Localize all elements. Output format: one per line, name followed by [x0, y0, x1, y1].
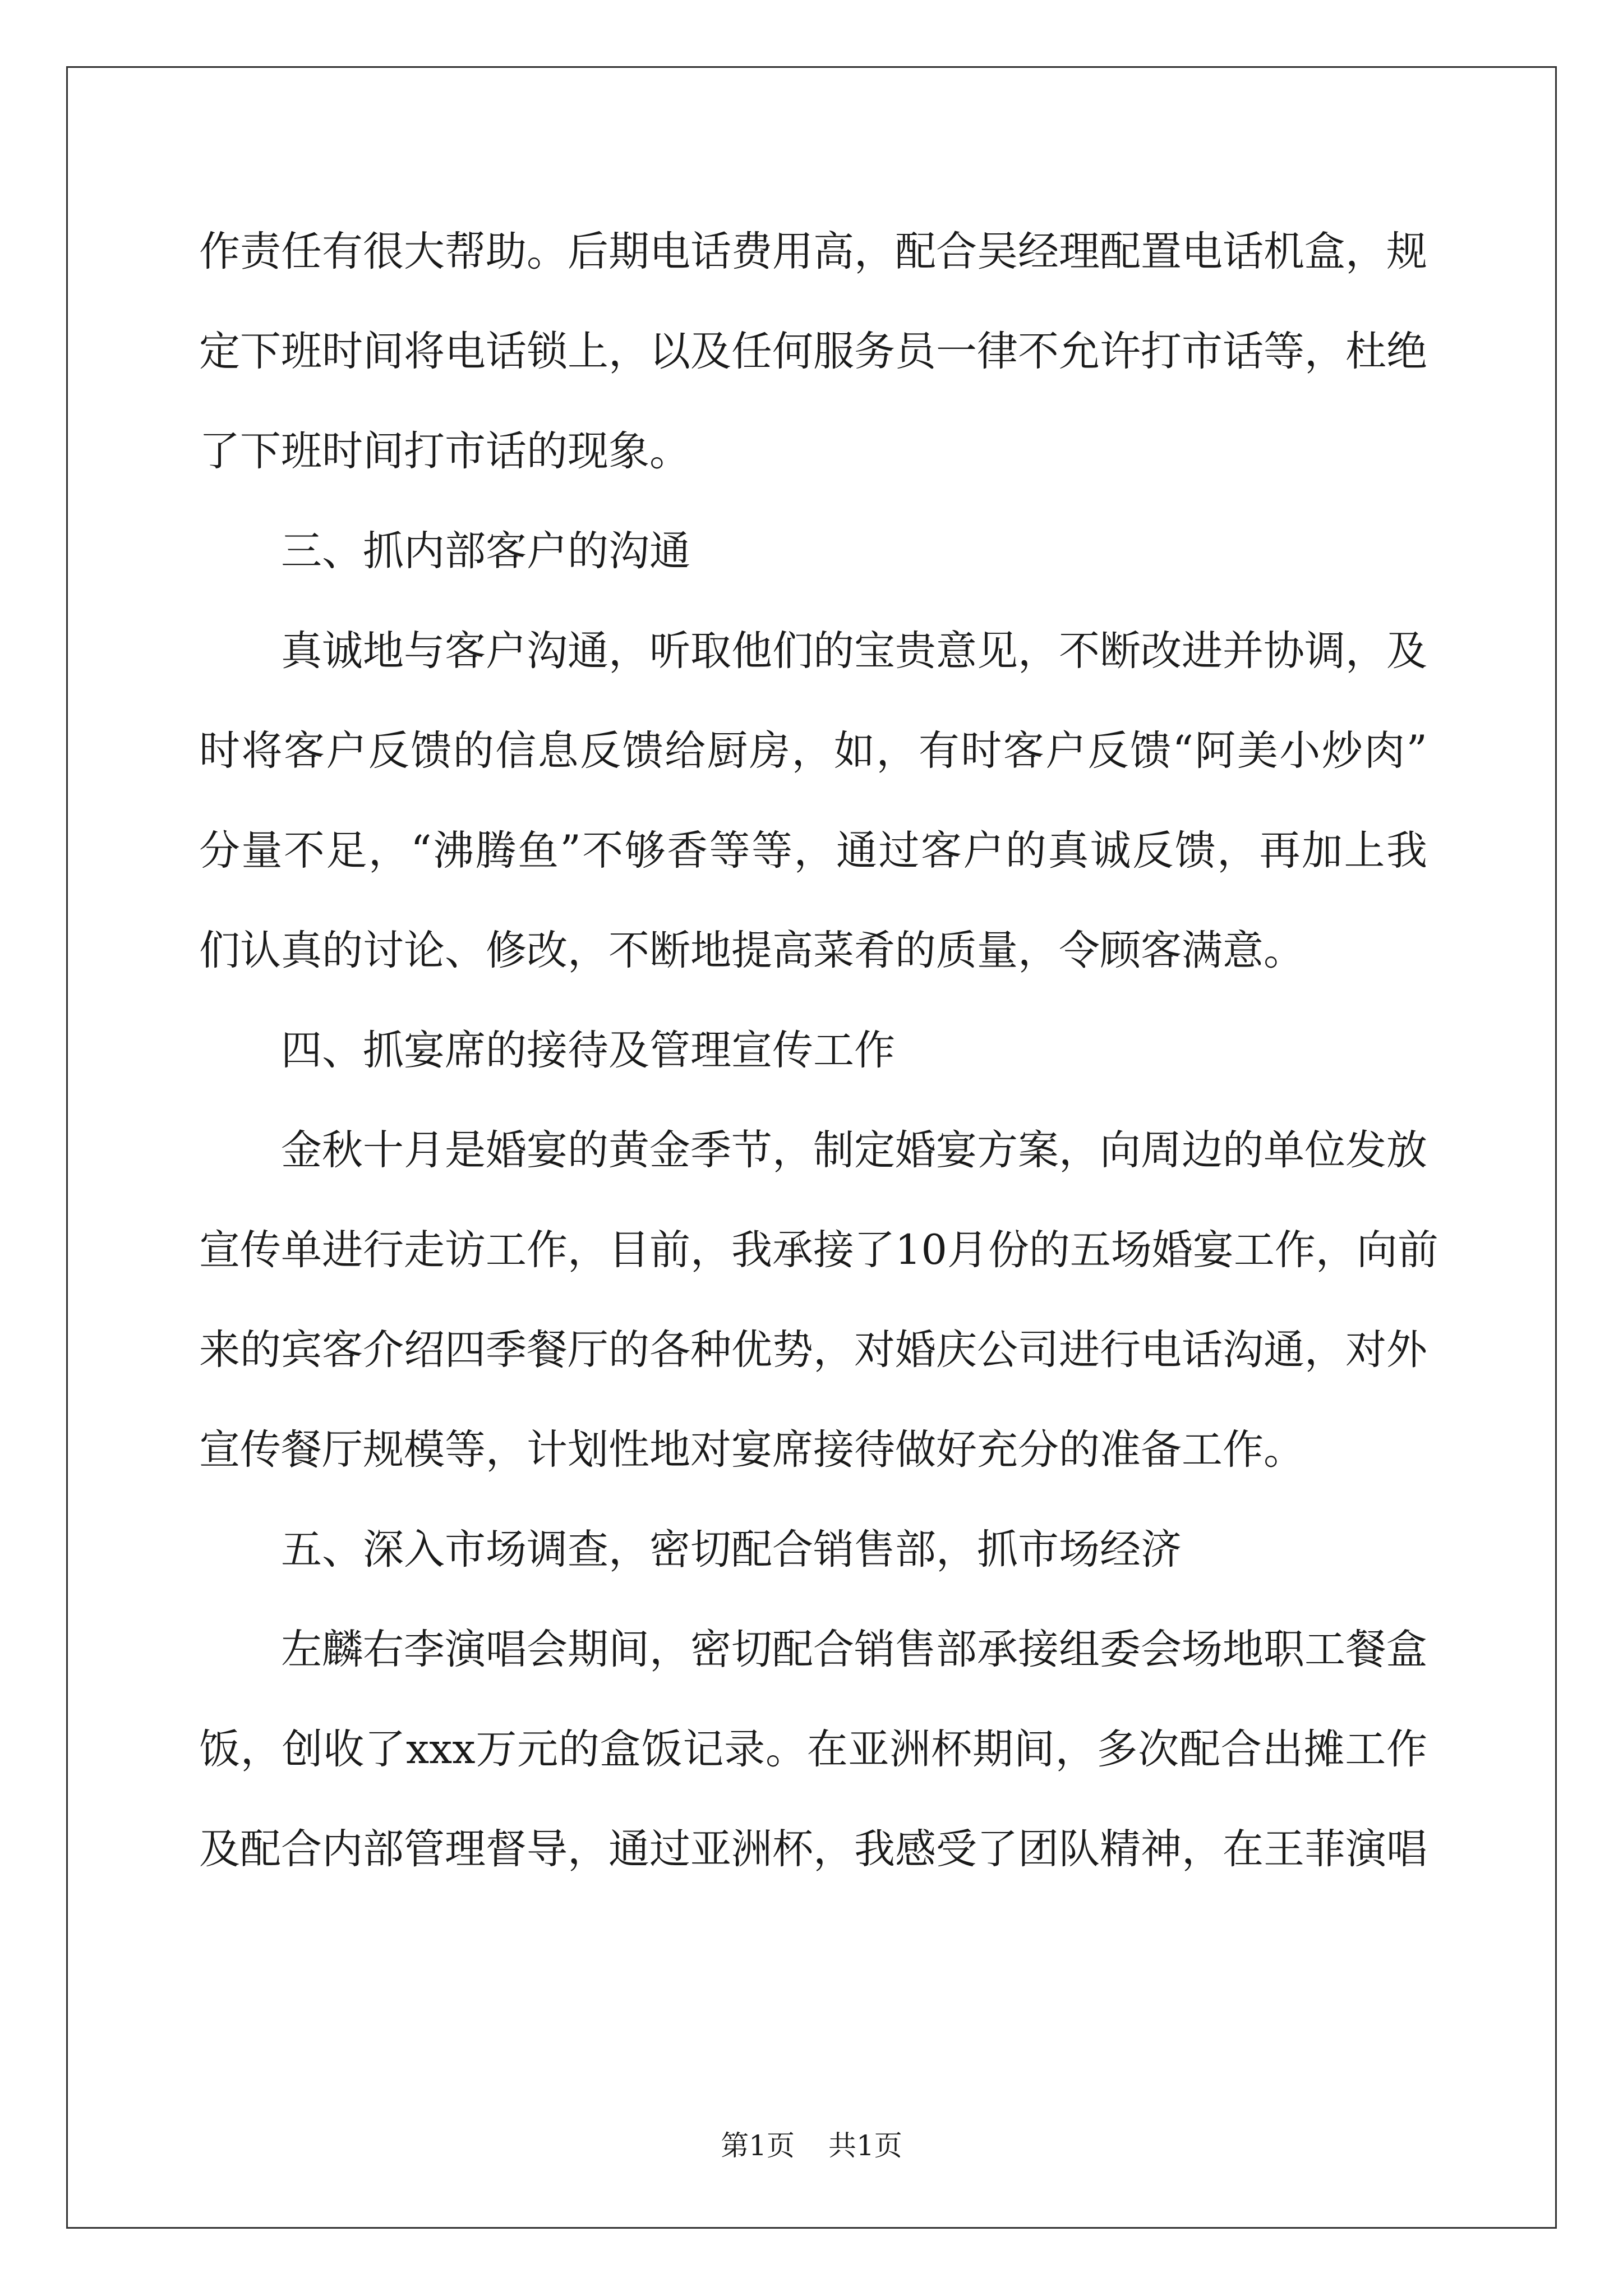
- text-line: 真诚地与客户沟通，听取他们的宝贵意见，不断改进并协调，及: [281, 627, 1427, 675]
- text-line: 宣传餐厅规模等，计划性地对宴席接待做好充分的准备工作。: [199, 1426, 1304, 1474]
- section-heading: 五、深入市场调查，密切配合销售部，抓市场经济: [281, 1526, 1182, 1573]
- text-line: 作责任有很大帮助。后期电话费用高，配合吴经理配置电话机盒，规: [199, 228, 1427, 275]
- text-line: 定下班时间将电话锁上，以及任何服务员一律不允许打市话等，杜绝: [199, 328, 1427, 375]
- text-line: 了下班时间打市话的现象。: [199, 427, 690, 475]
- text-line: 左麟右李演唱会期间，密切配合销售部承接组委会场地职工餐盒: [281, 1626, 1427, 1673]
- page-footer: [0, 2129, 1623, 2162]
- text-line: 时将客户反馈的信息反馈给厨房，如，有时客户反馈“阿美小炒肉”: [199, 727, 1427, 775]
- page-number: 第1页: [721, 2129, 795, 2162]
- section-heading: 三、抓内部客户的沟通: [281, 527, 690, 575]
- document-body: [199, 202, 1438, 1899]
- text-line: 及配合内部管理督导，通过亚洲杯，我感受了团队精神，在王菲演唱: [199, 1825, 1427, 1873]
- text-line: 来的宾客介绍四季餐厅的各种优势，对婚庆公司进行电话沟通，对外: [199, 1326, 1427, 1374]
- text-line: 宣传单进行走访工作，目前，我承接了10月份的五场婚宴工作，向前: [199, 1226, 1438, 1274]
- text-line: 分量不足，“沸腾鱼”不够香等等，通过客户的真诚反馈，再加上我: [199, 827, 1427, 875]
- section-heading: 四、抓宴席的接待及管理宣传工作: [281, 1027, 895, 1074]
- text-line: 饭，创收了xxx万元的盒饭记录。在亚洲杯期间，多次配合出摊工作: [199, 1726, 1427, 1773]
- text-line: 们认真的讨论、修改，不断地提高菜肴的质量，令顾客满意。: [199, 927, 1304, 974]
- text-line: 金秋十月是婚宴的黄金季节，制定婚宴方案，向周边的单位发放: [281, 1126, 1427, 1174]
- page-total: 共1页: [828, 2129, 902, 2162]
